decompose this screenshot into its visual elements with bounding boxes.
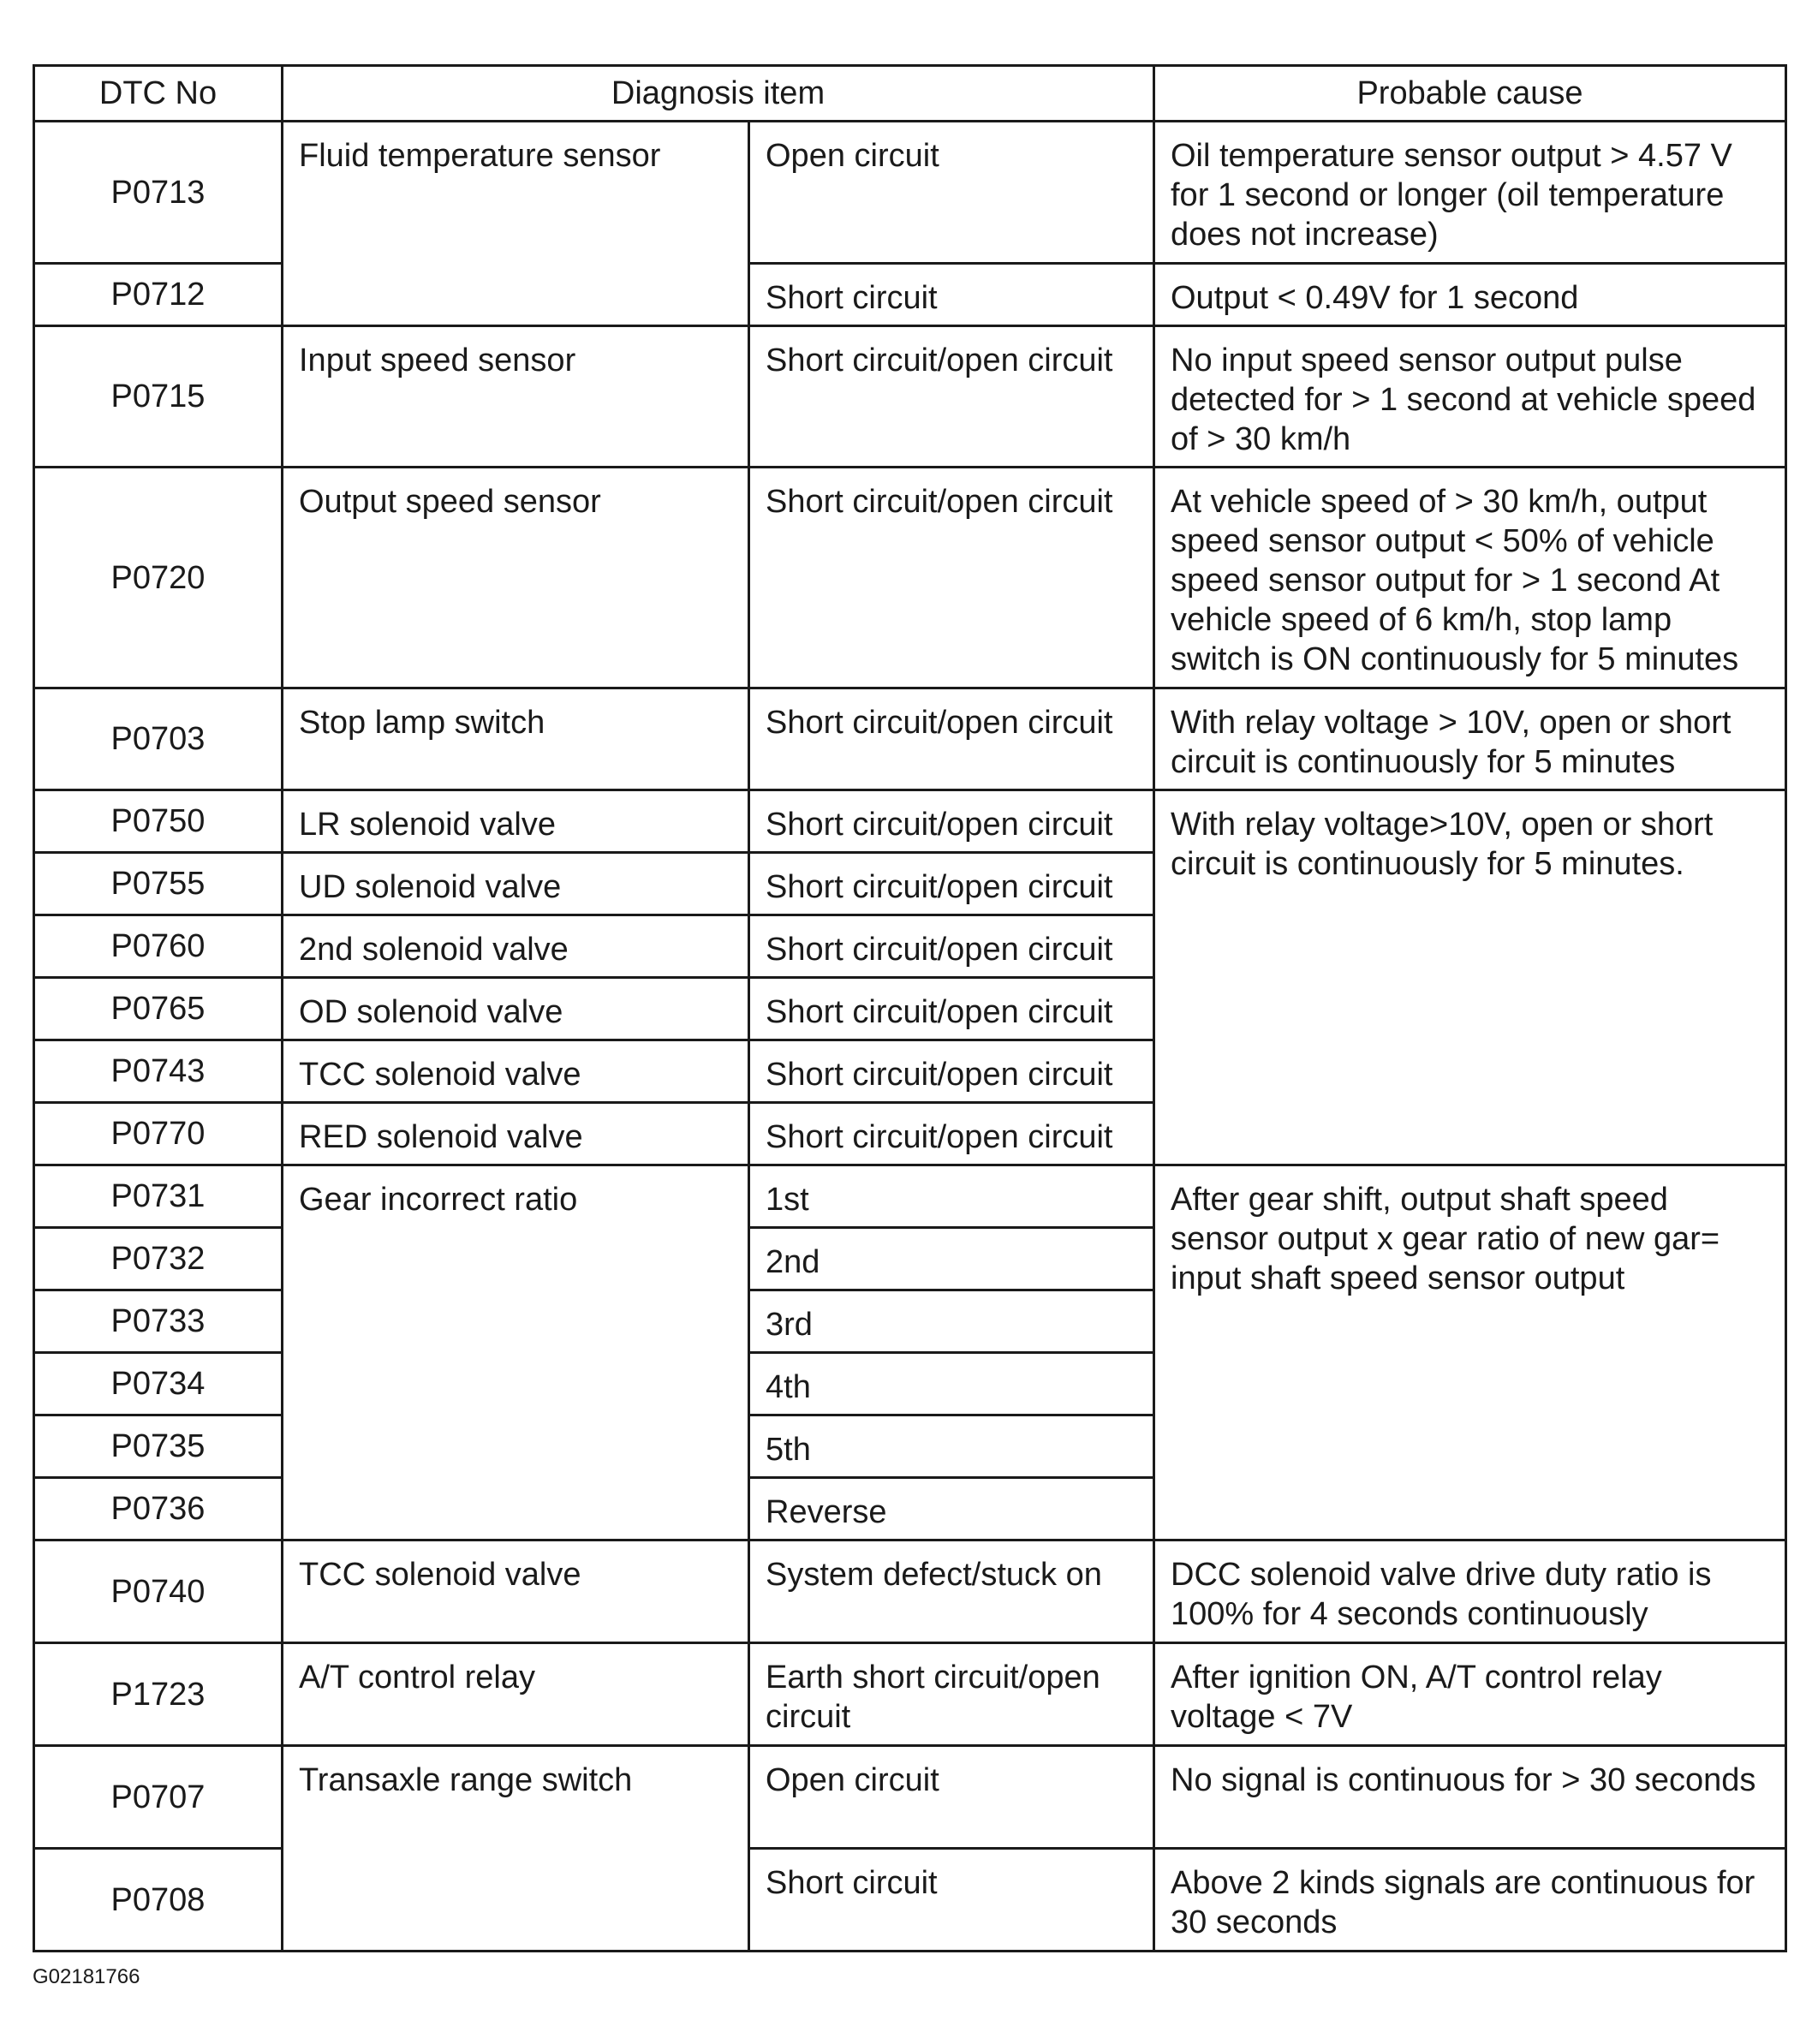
dtc-code: P0750 bbox=[34, 790, 283, 853]
diagnosis-detail: Short circuit/open circuit bbox=[749, 1040, 1154, 1103]
diagnosis-detail: 1st bbox=[749, 1165, 1154, 1228]
table-row bbox=[34, 1643, 1786, 1746]
diagnosis-item: OD solenoid valve bbox=[283, 978, 749, 1040]
diagnosis-detail: 4th bbox=[749, 1353, 1154, 1415]
diagnosis-item: Output speed sensor bbox=[283, 468, 749, 688]
header-diagnosis-item: Diagnosis item bbox=[283, 66, 1154, 122]
probable-cause: DCC solenoid valve drive duty ratio is 100% for 4 seconds continuously bbox=[1154, 1540, 1786, 1643]
diagnosis-detail: Open circuit bbox=[749, 1746, 1154, 1849]
diagnosis-item: 2nd solenoid valve bbox=[283, 915, 749, 978]
diagnosis-detail: Short circuit/open circuit bbox=[749, 1103, 1154, 1165]
dtc-code: P0743 bbox=[34, 1040, 283, 1103]
diagnosis-detail: Short circuit/open circuit bbox=[749, 978, 1154, 1040]
dtc-code: P0713 bbox=[34, 122, 283, 264]
diagnosis-detail: Short circuit/open circuit bbox=[749, 790, 1154, 853]
table-row bbox=[34, 122, 1786, 264]
diagnosis-detail: Short circuit/open circuit bbox=[749, 468, 1154, 688]
table-row bbox=[34, 688, 1786, 790]
probable-cause: No input speed sensor output pulse detected for > 1 second at vehicle speed of > 30 km/h bbox=[1154, 326, 1786, 468]
diagnosis-detail: Open circuit bbox=[749, 122, 1154, 264]
probable-cause: Above 2 kinds signals are continuous for 30 seconds bbox=[1154, 1849, 1786, 1952]
probable-cause: With relay voltage > 10V, open or short circuit is continuously for 5 minutes bbox=[1154, 688, 1786, 790]
dtc-code: P0735 bbox=[34, 1415, 283, 1478]
diagnosis-detail: Short circuit/open circuit bbox=[749, 853, 1154, 915]
dtc-code: P0770 bbox=[34, 1103, 283, 1165]
diagnosis-detail: 2nd bbox=[749, 1228, 1154, 1290]
dtc-code: P0731 bbox=[34, 1165, 283, 1228]
diagnosis-item: Stop lamp switch bbox=[283, 688, 749, 790]
dtc-code: P0740 bbox=[34, 1540, 283, 1643]
header-row bbox=[34, 66, 1786, 122]
dtc-code: P0736 bbox=[34, 1478, 283, 1540]
probable-cause: With relay voltage>10V, open or short circuit is continuously for 5 minutes. bbox=[1154, 790, 1786, 1165]
table-row bbox=[34, 1165, 1786, 1228]
header-dtc-no: DTC No bbox=[34, 66, 283, 122]
diagnosis-item: Fluid temperature sensor bbox=[283, 122, 749, 326]
diagnosis-detail: Earth short circuit/open circuit bbox=[749, 1643, 1154, 1746]
dtc-code: P0708 bbox=[34, 1849, 283, 1952]
diagnosis-item: UD solenoid valve bbox=[283, 853, 749, 915]
dtc-code: P0715 bbox=[34, 326, 283, 468]
diagnosis-item: Gear incorrect ratio bbox=[283, 1165, 749, 1540]
probable-cause: After gear shift, output shaft speed sensor output x gear ratio of new gar= input shaft speed sensor output bbox=[1154, 1165, 1786, 1540]
table-row bbox=[34, 790, 1786, 853]
header-probable-cause: Probable cause bbox=[1154, 66, 1786, 122]
diagnosis-detail: Short circuit bbox=[749, 264, 1154, 326]
diagnosis-detail: Short circuit bbox=[749, 1849, 1154, 1952]
table-row bbox=[34, 326, 1786, 468]
table-row bbox=[34, 1540, 1786, 1643]
diagnosis-item: A/T control relay bbox=[283, 1643, 749, 1746]
dtc-table bbox=[33, 64, 1787, 1952]
diagnosis-detail: Short circuit/open circuit bbox=[749, 915, 1154, 978]
dtc-code: P0732 bbox=[34, 1228, 283, 1290]
diagnosis-detail: 5th bbox=[749, 1415, 1154, 1478]
dtc-code: P0755 bbox=[34, 853, 283, 915]
diagnosis-detail: Reverse bbox=[749, 1478, 1154, 1540]
diagnosis-item: Input speed sensor bbox=[283, 326, 749, 468]
diagnosis-detail: 3rd bbox=[749, 1290, 1154, 1353]
figure-code: G02181766 bbox=[33, 1965, 140, 1988]
dtc-code: P0734 bbox=[34, 1353, 283, 1415]
diagnosis-item: RED solenoid valve bbox=[283, 1103, 749, 1165]
diagnosis-item: TCC solenoid valve bbox=[283, 1540, 749, 1643]
dtc-code: P0712 bbox=[34, 264, 283, 326]
probable-cause: Output < 0.49V for 1 second bbox=[1154, 264, 1786, 326]
probable-cause: At vehicle speed of > 30 km/h, output speed sensor output < 50% of vehicle speed sensor output for > 1 second At vehicle speed of 6 km/h, stop lamp switch is ON continuously for 5 minutes bbox=[1154, 468, 1786, 688]
dtc-code: P0720 bbox=[34, 468, 283, 688]
diagnosis-detail: Short circuit/open circuit bbox=[749, 326, 1154, 468]
dtc-code: P0765 bbox=[34, 978, 283, 1040]
dtc-code: P0703 bbox=[34, 688, 283, 790]
diagnosis-detail: System defect/stuck on bbox=[749, 1540, 1154, 1643]
diagnosis-detail: Short circuit/open circuit bbox=[749, 688, 1154, 790]
dtc-code: P0707 bbox=[34, 1746, 283, 1849]
diagnosis-item: Transaxle range switch bbox=[283, 1746, 749, 1952]
dtc-code: P1723 bbox=[34, 1643, 283, 1746]
probable-cause: After ignition ON, A/T control relay voltage < 7V bbox=[1154, 1643, 1786, 1746]
table-row bbox=[34, 1746, 1786, 1849]
probable-cause: Oil temperature sensor output > 4.57 V for 1 second or longer (oil temperature does not increase) bbox=[1154, 122, 1786, 264]
dtc-code: P0733 bbox=[34, 1290, 283, 1353]
dtc-code: P0760 bbox=[34, 915, 283, 978]
diagnosis-item: TCC solenoid valve bbox=[283, 1040, 749, 1103]
diagnosis-item: LR solenoid valve bbox=[283, 790, 749, 853]
probable-cause: No signal is continuous for > 30 seconds bbox=[1154, 1746, 1786, 1849]
table-row bbox=[34, 468, 1786, 688]
